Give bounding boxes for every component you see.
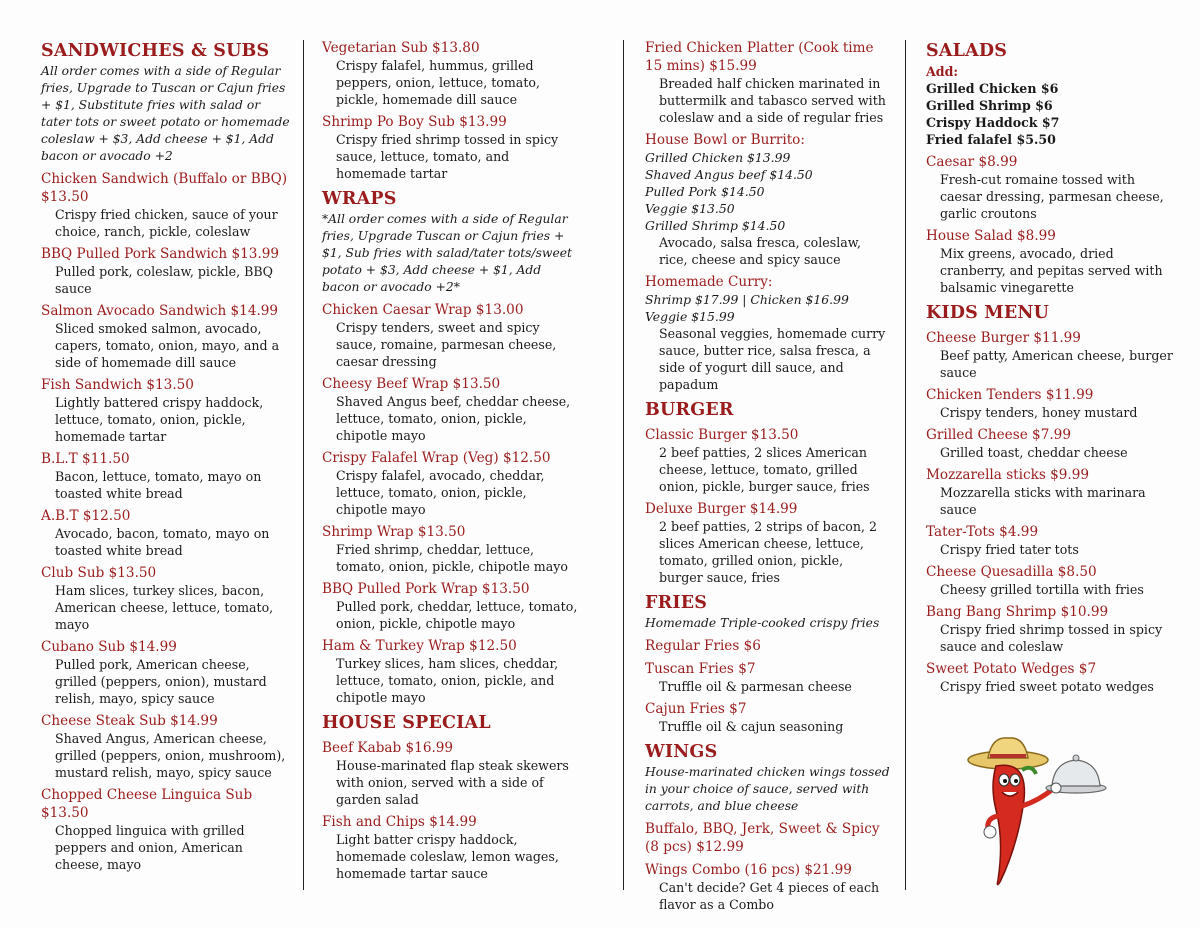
menu-item-description: Shaved Angus, American cheese, grilled (peppers, onion, mushroom), mustard relish, mayo, spicy sauce xyxy=(55,731,286,780)
menu-column-2 xyxy=(322,34,582,882)
menu-item-description: Crispy fried tater tots xyxy=(940,542,1079,557)
menu-item xyxy=(322,523,582,575)
menu-item xyxy=(322,375,582,444)
menu-item-description: Truffle oil & cajun seasoning xyxy=(659,719,844,734)
addon-line: Grilled Shrimp $6 xyxy=(926,98,1053,113)
section-title: SANDWICHES & SUBS xyxy=(41,41,270,61)
menu-item-description: Breaded half chicken marinated in buttermilk and tabasco served with coleslaw and a side of regular fries xyxy=(659,76,886,125)
section-title: WRAPS xyxy=(322,189,397,209)
chili-pepper-chef-icon xyxy=(966,730,1111,890)
menu-item-title: BBQ Pulled Pork Sandwich $13.99 xyxy=(41,246,280,262)
section-group xyxy=(926,302,1176,695)
menu-item-title: Caesar $8.99 xyxy=(926,154,1018,170)
menu-item xyxy=(645,426,890,495)
menu-item-description: Avocado, bacon, tomato, mayo on toasted white bread xyxy=(55,526,270,558)
section-title: KIDS MENU xyxy=(926,303,1050,323)
section-note: All order comes with a side of Regular fries, Upgrade to Tuscan or Cajun fries + $1, Substitute fries with salad or tater tots or sweet potato or homemade coleslaw + $3, Add cheese + $1, Add bacon or avocado +2 xyxy=(41,64,290,163)
price-list xyxy=(645,291,890,325)
menu-item-description: House-marinated flap steak skewers with onion, served with a side of garden salad xyxy=(336,758,569,807)
menu-item-description: Mix greens, avocado, dried cranberry, and pepitas served with balsamic vinegarette xyxy=(940,246,1163,295)
menu-item xyxy=(645,500,890,586)
menu-item-title: Cajun Fries $7 xyxy=(645,701,747,717)
menu-item xyxy=(645,131,890,268)
price-line: Shrimp $17.99 | Chicken $16.99 xyxy=(645,292,849,307)
menu-item xyxy=(926,660,1176,695)
menu-item xyxy=(645,820,890,856)
menu-item xyxy=(322,301,582,370)
menu-item xyxy=(926,426,1176,461)
section-title: SALADS xyxy=(926,41,1008,61)
menu-item-title: Fried Chicken Platter (Cook time 15 mins) $15.99 xyxy=(645,40,874,74)
menu-item-title: Regular Fries $6 xyxy=(645,638,761,654)
price-line: Veggie $13.50 xyxy=(645,201,735,216)
menu-column-4 xyxy=(926,34,1176,695)
menu-item xyxy=(645,39,890,126)
menu-item-description: Truffle oil & parmesan cheese xyxy=(659,679,852,694)
menu-item-description: Crispy tenders, sweet and spicy sauce, romaine, parmesan cheese, caesar dressing xyxy=(336,320,557,369)
menu-item-description: Pulled pork, cheddar, lettuce, tomato, onion, pickle, chipotle mayo xyxy=(336,599,578,631)
menu-item xyxy=(41,638,291,707)
menu-item-description: Crispy fried sweet potato wedges xyxy=(940,679,1154,694)
menu-item xyxy=(926,523,1176,558)
menu-item xyxy=(41,786,291,873)
menu-item xyxy=(41,450,291,502)
menu-item-title: Shrimp Po Boy Sub $13.99 xyxy=(322,114,507,130)
menu-item-description: Grilled toast, cheddar cheese xyxy=(940,445,1128,460)
menu-item xyxy=(926,386,1176,421)
menu-item xyxy=(926,329,1176,381)
menu-item-title: Chicken Sandwich (Buffalo or BBQ) $13.50 xyxy=(41,171,288,205)
section-title: HOUSE SPECIAL xyxy=(322,713,491,733)
menu-item-description: Turkey slices, ham slices, cheddar, lettuce, tomato, onion, pickle, and chipotle mayo xyxy=(336,656,559,705)
menu-item-title: Mozzarella sticks $9.99 xyxy=(926,467,1090,483)
menu-item-description: Crispy falafel, hummus, grilled peppers, onion, lettuce, tomato, pickle, homemade dill sauce xyxy=(336,58,540,107)
price-line: Veggie $15.99 xyxy=(645,309,735,324)
menu-item-description: Light batter crispy haddock, homemade coleslaw, lemon wages, homemade tartar sauce xyxy=(336,832,559,881)
menu-item-description: Bacon, lettuce, tomato, mayo on toasted white bread xyxy=(55,469,262,501)
price-line: Grilled Chicken $13.99 xyxy=(645,150,791,165)
menu-item-title: Cubano Sub $14.99 xyxy=(41,639,177,655)
menu-item-description: Pulled pork, coleslaw, pickle, BBQ sauce xyxy=(55,264,273,296)
addons-label: Add: xyxy=(926,64,959,79)
column-divider xyxy=(303,40,304,890)
menu-item-title: Bang Bang Shrimp $10.99 xyxy=(926,604,1109,620)
menu-item xyxy=(926,227,1176,296)
menu-item-title: Cheese Burger $11.99 xyxy=(926,330,1081,346)
menu-item xyxy=(645,637,890,655)
menu-item xyxy=(645,273,890,393)
menu-item-description: Fresh-cut romaine tossed with caesar dressing, parmesan cheese, garlic croutons xyxy=(940,172,1164,221)
column-divider xyxy=(623,40,624,890)
menu-item-description: Crispy falafel, avocado, cheddar, lettuce, tomato, onion, pickle, chipotle mayo xyxy=(336,468,545,517)
menu-item-description: Can't decide? Get 4 pieces of each flavor as a Combo xyxy=(659,880,880,912)
menu-column-1 xyxy=(41,34,291,873)
menu-item-title: Ham & Turkey Wrap $12.50 xyxy=(322,638,517,654)
menu-item xyxy=(322,39,582,108)
menu-item-title: Chicken Tenders $11.99 xyxy=(926,387,1094,403)
menu-item-title: Cheesy Beef Wrap $13.50 xyxy=(322,376,501,392)
menu-item-title: Chicken Caesar Wrap $13.00 xyxy=(322,302,524,318)
menu-item xyxy=(926,563,1176,598)
section-note: House-marinated chicken wings tossed in your choice of sauce, served with carrots, and blue cheese xyxy=(645,765,890,813)
menu-item-title: Salmon Avocado Sandwich $14.99 xyxy=(41,303,279,319)
menu-column-3 xyxy=(645,34,890,913)
menu-item-title: BBQ Pulled Pork Wrap $13.50 xyxy=(322,581,530,597)
menu-item-description: 2 beef patties, 2 slices American cheese, lettuce, tomato, grilled onion, pickle, burger sauce, fries xyxy=(659,445,870,494)
menu-item xyxy=(322,449,582,518)
addon-line: Crispy Haddock $7 xyxy=(926,115,1060,130)
menu-item xyxy=(322,739,582,808)
menu-item-description: 2 beef patties, 2 strips of bacon, 2 slices American cheese, lettuce, tomato, grilled onion, pickle, burger sauce, fries xyxy=(659,519,877,585)
menu-item xyxy=(322,580,582,632)
menu-item-title: Tuscan Fries $7 xyxy=(645,661,756,677)
menu-item xyxy=(322,113,582,182)
menu-item xyxy=(41,245,291,297)
menu-item-description: Crispy fried shrimp tossed in spicy sauce and coleslaw xyxy=(940,622,1163,654)
menu-item xyxy=(41,564,291,633)
menu-item-description: Seasonal veggies, homemade curry sauce, butter rice, salsa fresca, a side of yogurt dill sauce, and papadum xyxy=(659,326,886,392)
menu-item-title: Buffalo, BBQ, Jerk, Sweet & Spicy (8 pcs) $12.99 xyxy=(645,821,880,855)
menu-item-description: Shaved Angus beef, cheddar cheese, lettuce, tomato, onion, pickle, chipotle mayo xyxy=(336,394,571,443)
menu-item-title: Grilled Cheese $7.99 xyxy=(926,427,1071,443)
menu-item-description: Mozzarella sticks with marinara sauce xyxy=(940,485,1146,517)
menu-item xyxy=(926,466,1176,518)
menu-item-title: A.B.T $12.50 xyxy=(41,508,131,524)
menu-item-title: Tater-Tots $4.99 xyxy=(926,524,1039,540)
menu-item-description: Beef patty, American cheese, burger sauce xyxy=(940,348,1173,380)
menu-item xyxy=(41,712,291,781)
section-title: FRIES xyxy=(645,593,708,613)
menu-item xyxy=(926,603,1176,655)
menu-item-title: Deluxe Burger $14.99 xyxy=(645,501,798,517)
menu-item-title: House Bowl or Burrito: xyxy=(645,132,805,148)
menu-item-title: Fish Sandwich $13.50 xyxy=(41,377,194,393)
menu-item-title: Fish and Chips $14.99 xyxy=(322,814,477,830)
menu-item-title: Cheese Quesadilla $8.50 xyxy=(926,564,1097,580)
menu-item-description: Pulled pork, American cheese, grilled (peppers, onion), mustard relish, mayo, spicy sauce xyxy=(55,657,267,706)
menu-item-description: Chopped linguica with grilled peppers and onion, American cheese, mayo xyxy=(55,823,245,872)
menu-item xyxy=(41,376,291,445)
menu-item-title: Club Sub $13.50 xyxy=(41,565,157,581)
menu-item-title: Wings Combo (16 pcs) $21.99 xyxy=(645,862,852,878)
menu-item-title: Shrimp Wrap $13.50 xyxy=(322,524,466,540)
menu-item xyxy=(41,507,291,559)
menu-item-description: Avocado, salsa fresca, coleslaw, rice, cheese and spicy sauce xyxy=(659,235,862,267)
addon-line: Fried falafel $5.50 xyxy=(926,132,1056,147)
menu-item-title: House Salad $8.99 xyxy=(926,228,1056,244)
menu-item-description: Ham slices, turkey slices, bacon, American cheese, lettuce, tomato, mayo xyxy=(55,583,274,632)
menu-item-title: Crispy Falafel Wrap (Veg) $12.50 xyxy=(322,450,551,466)
menu-item-description: Lightly battered crispy haddock, lettuce, tomato, onion, pickle, homemade tartar xyxy=(55,395,264,444)
menu-item xyxy=(322,637,582,706)
menu-item-title: Vegetarian Sub $13.80 xyxy=(322,40,480,56)
menu-item xyxy=(645,660,890,695)
section-title: BURGER xyxy=(645,400,734,420)
menu-item xyxy=(322,813,582,882)
menu-item-title: Classic Burger $13.50 xyxy=(645,427,799,443)
menu-item-description: Crispy fried chicken, sauce of your choice, ranch, pickle, coleslaw xyxy=(55,207,278,239)
section-note: *All order comes with a side of Regular fries, Upgrade Tuscan or Cajun fries + $1, Sub fries with salad/tater tots/sweet potato + $3, Add cheese + $1, Add bacon or avocado +2* xyxy=(322,212,572,294)
menu-item-title: Chopped Cheese Linguica Sub $13.50 xyxy=(41,787,253,821)
addon-line: Grilled Chicken $6 xyxy=(926,81,1059,96)
section-note: Homemade Triple-cooked crispy fries xyxy=(645,616,880,630)
salad-addons xyxy=(926,63,1176,148)
price-line: Shaved Angus beef $14.50 xyxy=(645,167,813,182)
section-title: WINGS xyxy=(645,742,718,762)
column-divider xyxy=(905,40,906,890)
menu-item xyxy=(41,302,291,371)
price-line: Grilled Shrimp $14.50 xyxy=(645,218,786,233)
price-list xyxy=(645,149,890,234)
menu-item-description: Crispy tenders, honey mustard xyxy=(940,405,1138,420)
price-line: Pulled Pork $14.50 xyxy=(645,184,765,199)
menu-item xyxy=(645,700,890,735)
menu-item-title: Sweet Potato Wedges $7 xyxy=(926,661,1097,677)
menu-item-description: Crispy fried shrimp tossed in spicy sauce, lettuce, tomato, and homemade tartar xyxy=(336,132,559,181)
menu-item-description: Sliced smoked salmon, avocado, capers, tomato, onion, mayo, and a side of homemade dill sauce xyxy=(55,321,280,370)
menu-item xyxy=(41,170,291,240)
menu-item-title: B.L.T $11.50 xyxy=(41,451,130,467)
menu-item xyxy=(926,153,1176,222)
menu-item-description: Fried shrimp, cheddar, lettuce, tomato, onion, pickle, chipotle mayo xyxy=(336,542,568,574)
menu-item-title: Homemade Curry: xyxy=(645,274,773,290)
section-group xyxy=(645,399,890,913)
menu-item-description: Cheesy grilled tortilla with fries xyxy=(940,582,1144,597)
menu-item-title: Cheese Steak Sub $14.99 xyxy=(41,713,218,729)
menu-item-title: Beef Kabab $16.99 xyxy=(322,740,454,756)
menu-item xyxy=(645,861,890,913)
